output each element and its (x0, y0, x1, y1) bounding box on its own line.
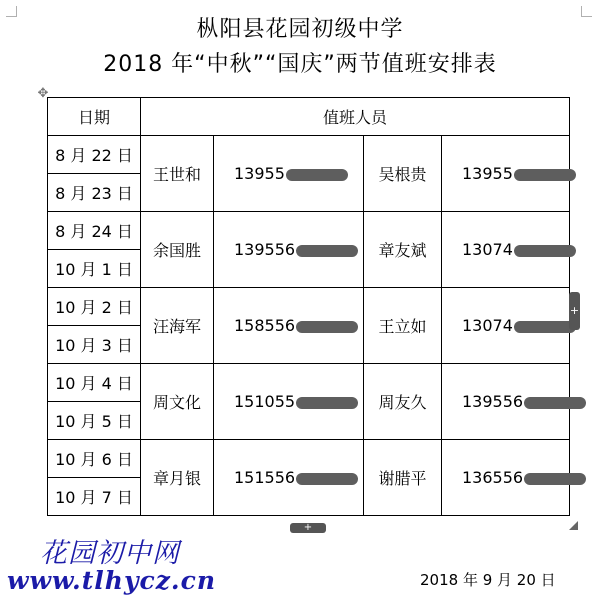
document-date: 2018 年 9 月 20 日 (420, 571, 556, 589)
redaction-mask (524, 397, 586, 409)
staff-phone (214, 440, 364, 516)
phone-prefix: 158556 (234, 316, 296, 335)
watermark-brand: 花园初中网 (40, 538, 180, 569)
phone-prefix: 13955 (234, 164, 285, 183)
staff-name: 汪海军 (141, 288, 214, 364)
staff-phone (442, 364, 570, 440)
redaction-mask (514, 169, 576, 181)
phone-prefix: 151055 (234, 392, 296, 411)
staff-phone (442, 212, 570, 288)
table-header-row (48, 98, 570, 136)
staff-name: 周文化 (141, 364, 214, 440)
school-title: 枞阳县花园初级中学 (196, 17, 404, 42)
staff-name: 王世和 (141, 136, 214, 212)
resize-corner-icon[interactable] (569, 521, 578, 530)
staff-name: 周友久 (364, 364, 442, 440)
staff-phone (214, 288, 364, 364)
staff-phone (442, 440, 570, 516)
redaction-mask (296, 321, 358, 333)
table-row (48, 440, 570, 478)
plus-icon: + (569, 304, 580, 317)
phone-prefix: 13074 (462, 316, 513, 335)
plus-icon: + (303, 522, 313, 533)
staff-name: 章月银 (141, 440, 214, 516)
phone-prefix: 139556 (462, 392, 524, 411)
table-row (48, 288, 570, 326)
date-cell: 10 月 5 日 (48, 402, 141, 440)
table-row (48, 136, 570, 174)
phone-prefix: 151556 (234, 468, 296, 487)
staff-phone (214, 364, 364, 440)
date-cell: 8 月 24 日 (48, 212, 141, 250)
header-date: 日期 (48, 98, 141, 136)
phone-prefix: 13074 (462, 240, 513, 259)
redaction-mask (514, 321, 576, 333)
phone-prefix: 13955 (462, 164, 513, 183)
staff-phone (214, 212, 364, 288)
date-cell: 10 月 3 日 (48, 326, 141, 364)
staff-name: 王立如 (364, 288, 442, 364)
staff-name: 吴根贵 (364, 136, 442, 212)
date-cell: 10 月 7 日 (48, 478, 141, 516)
schedule-title: 2018 年“中秋”“国庆”两节值班安排表 (103, 52, 497, 77)
table-row (48, 364, 570, 402)
add-row-handle[interactable] (290, 523, 326, 533)
date-cell: 10 月 4 日 (48, 364, 141, 402)
add-column-handle[interactable] (569, 292, 580, 330)
watermark-url: www.tlhycz.cn (7, 566, 217, 595)
staff-phone (442, 288, 570, 364)
redaction-mask (296, 473, 358, 485)
redaction-mask (524, 473, 586, 485)
date-cell: 10 月 2 日 (48, 288, 141, 326)
staff-phone (442, 136, 570, 212)
date-cell: 10 月 1 日 (48, 250, 141, 288)
header-staff: 值班人员 (141, 98, 570, 136)
redaction-mask (296, 397, 358, 409)
staff-name: 章友斌 (364, 212, 442, 288)
date-cell: 8 月 23 日 (48, 174, 141, 212)
date-cell: 8 月 22 日 (48, 136, 141, 174)
phone-prefix: 136556 (462, 468, 524, 487)
date-cell: 10 月 6 日 (48, 440, 141, 478)
staff-name: 余国胜 (141, 212, 214, 288)
staff-name: 谢腊平 (364, 440, 442, 516)
table-row (48, 212, 570, 250)
phone-prefix: 139556 (234, 240, 296, 259)
staff-phone (214, 136, 364, 212)
move-cross-icon: ✥ (37, 86, 49, 101)
redaction-mask (514, 245, 576, 257)
redaction-mask (296, 245, 358, 257)
redaction-mask (286, 169, 348, 181)
duty-table (47, 97, 570, 516)
